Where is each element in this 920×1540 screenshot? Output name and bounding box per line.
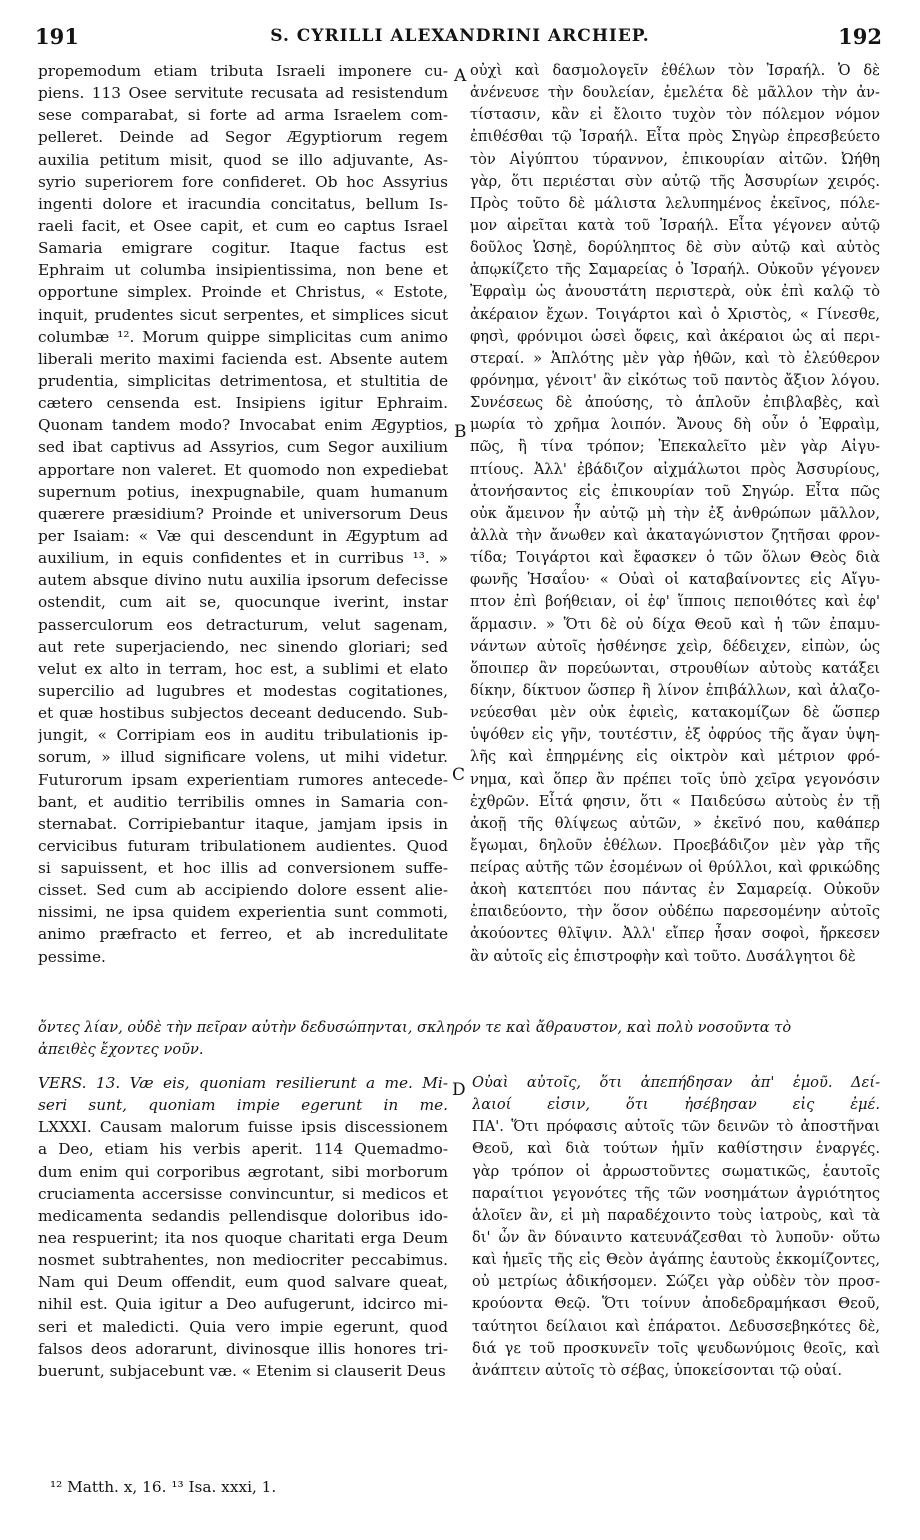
text-line: ἐπαιδεύοντο, τὴν ὅσον οὐδέπω παρεσομένην αὐτοῖς <box>470 903 880 921</box>
text-line: LXXXI. Causam malorum fuisse ipsis discessionem <box>38 1118 448 1137</box>
text-line: οὐκ ἄμεινον ἦν αὐτῷ μὴ τὴν ἐξ ἀνθρώπων μᾶλλον, <box>470 504 880 522</box>
text-line: sternabat. Corripiebantur itaque, jamjam ipsis in <box>38 814 448 833</box>
text-line: ἀνένευσε τὴν δουλείαν, ἐμελέτα δὲ μᾶλλον τὴν ἀν- <box>470 84 880 102</box>
text-line: Ephraim ut columba insipientissima, non bene et <box>38 261 448 280</box>
text-line: autem absque divino nutu auxilia ipsorum defecisse <box>38 571 448 590</box>
text-line: γὰρ τρόπον οἱ ἀρρωστοῦντες σωματικῶς, ἑαυτοῖς <box>472 1162 880 1180</box>
text-line: Quonam tandem modo? Invocabat enim Ægyptios, <box>38 416 448 435</box>
text-line: δοῦλος Ὡσηὲ, δορύληπτος δὲ σὺν αὐτῷ καὶ αὐτὸς <box>470 239 880 257</box>
text-line: propemodum etiam tributa Israeli imponere cu- <box>38 62 448 80</box>
text-line: et quæ hostibus subjectos deceant deducendo. Sub- <box>38 704 448 723</box>
latin-main-column <box>38 60 448 968</box>
text-line: μωρία τὸ χρῆμα λοιπόν. Ἄνους δὴ οὖν ὁ Ἐφραὶμ, <box>470 416 880 434</box>
text-line: cruciamenta accersisse convincuntur, si medicos et <box>38 1184 448 1203</box>
text-line: δι' ὧν ἂν δύναιντο κατευνάζεσθαι τὸ λυποῦν· οὕτω <box>472 1228 880 1246</box>
text-line: auxilium, in equis confidentes et in curribus ¹³. » <box>38 549 448 568</box>
text-line: λῆς καὶ ἐπηρμένης εἰς οἰκτρὸν καὶ μέτριον φρό- <box>470 748 880 766</box>
text-line: οὐ μετρίως ἀδικήσομεν. Σώζει γὰρ οὐδὲν τὸν προσ- <box>472 1273 880 1291</box>
text-line: ἀπειθὲς ἔχοντες νοῦν. <box>38 1041 204 1059</box>
text-line: inquit, prudentes sicut serpentes, et simplices sicut <box>38 305 448 324</box>
text-line: οὐχὶ καὶ δασμολογεῖν ἐθέλων τὸν Ἰσραήλ. Ὁ δὲ <box>470 62 880 79</box>
text-line: πείρας αὐτῆς τῶν ἐσομένων οἱ θρύλλοι, καὶ φρικώδης <box>470 859 880 877</box>
text-line: pelleret. Deinde ad Segor Ægyptiorum regem <box>38 128 448 147</box>
margin-letter-b: B <box>454 422 467 442</box>
text-line: buerunt, subjacebunt væ. « Etenim si clauserit Deus <box>38 1361 446 1380</box>
text-line: φησὶ, φρόνιμοι ὡσεὶ ὄφεις, καὶ ἀκέραιοι ὡς αἱ περι- <box>470 327 880 345</box>
text-line: ὄντες λίαν, οὐδὲ τὴν πεῖραν αὐτὴν δεδυσώπηνται, σκληρόν τε καὶ ἄθραυστον, καὶ πολὺ νοσοῦντα τὸ <box>38 1019 792 1036</box>
text-line: auxilia petitum misit, quod se illo adjuvante, As- <box>38 150 448 169</box>
text-line: prudentia, simplicitas detrimentosa, et stultitia de <box>38 371 448 390</box>
text-line: medicamenta sedandis pellendisque doloribus ido- <box>38 1206 448 1225</box>
text-line: ἐχθρῶν. Εἶτά φησιν, ὅτι « Παιδεύσω αὐτοὺς ἐν τῇ <box>470 792 880 810</box>
running-title: S. CYRILLI ALEXANDRINI ARCHIEP. <box>270 26 650 46</box>
text-line: jungit, « Corripiam eos in auditu tribulationis ip- <box>38 726 448 745</box>
text-line: seri et maledicti. Quia vero impie egerunt, quod <box>38 1317 448 1336</box>
text-line: nea respuerint; ita nos quoque charitati erga Deum <box>38 1228 448 1247</box>
text-line: ingenti dolore et iracundia concitatus, bellum Is- <box>38 194 448 213</box>
text-line: cisset. Sed cum ab accipiendo dolore essent alie- <box>38 881 448 900</box>
text-line: φρόνημα, γένοιτ' ἂν εἰκότως τοῦ παντὸς ἄξιον λόγου. <box>470 371 880 389</box>
text-line: νεύεσθαι μὲν οὐκ ἐφιεὶς, κατακομίζων δὲ ὥσπερ <box>470 704 880 722</box>
text-line: ἂν αὐτοῖς εἰς ἐπιστροφὴν καὶ τοῦτο. Δυσάλγητοι δὲ <box>470 947 856 965</box>
text-line: seri sunt, quoniam impie egerunt in me. <box>38 1096 448 1115</box>
text-line: πτίους. Ἀλλ' ἐβάδιζον αἰχμάλωτοι πρὸς Ἀσσυρίους, <box>470 460 880 478</box>
text-line: raeli facit, et Osee capit, et cum eo captus Israel <box>38 216 448 235</box>
page-header <box>0 24 920 54</box>
text-line: supercilio ad lugubres et modestas cogitationes, <box>38 681 448 700</box>
text-line: ἀκοῇ τῆς θλίψεως αὐτῶν, » ἐκεῖνό που, καθάπερ <box>470 814 880 832</box>
text-line: ἅρμασιν. » Ὅτι δὲ οὐ δίχα Θεοῦ καὶ ἡ τῶν ἐπαμυ- <box>470 615 880 633</box>
text-line: nissimi, ne ipsa quidem experientia sunt commoti, <box>38 903 448 922</box>
text-line: Συνέσεως δὲ ἀπούσης, τὸ ἁπλοῦν ἐπιβλαβὲς, καὶ <box>470 394 880 412</box>
text-line: κρούοντα Θεῷ. Ὅτι τοίνυν ἀποδεδραμήκασι Θεοῦ, <box>472 1295 880 1313</box>
text-line: falsos deos adorarunt, divinosque illis honores tri- <box>38 1339 448 1358</box>
text-line: si sapuissent, et hoc illis ad conversionem suffe- <box>38 859 448 878</box>
text-line: ἀκέραιον ἔχων. Τοιγάρτοι καὶ ὁ Χριστὸς, « Γίνεσθε, <box>470 305 880 323</box>
text-line: Futurorum ipsam experientiam rumores antecede- <box>38 770 448 789</box>
text-line: quærere præsidium? Proinde et universorum Deus <box>38 504 448 523</box>
text-line: pessime. <box>38 947 106 966</box>
text-line: animo præfracto et ferreo, et ab incredulitate <box>38 925 448 944</box>
text-line: πτον ἐπὶ βοήθειαν, οἱ ἐφ' ἵπποις πεποιθότες καὶ ἐφ' <box>470 593 880 611</box>
text-line: opportune simplex. Proinde et Christus, « Estote, <box>38 283 448 302</box>
footnotes: ¹² Matth. x, 16. ¹³ Isa. xxxi, 1. <box>50 1478 277 1496</box>
text-line: ἀνάπτειν αὐτοῖς τὸ σέβας, ὑποκείσονται τῷ οὐαί. <box>472 1361 842 1379</box>
page-number-left: 191 <box>35 24 79 49</box>
text-line: ὑψόθεν εἰς γῆν, τουτέστιν, ἐξ ὀφρύος τῆς ἄγαν ὑψη- <box>470 726 880 744</box>
text-line: δίκην, δίκτυον ὥσπερ ἢ λίνον ἐπιβάλλων, καὶ ἀλαζο- <box>470 681 880 699</box>
greek-main-column <box>470 60 880 968</box>
text-line: ἀλλὰ τὴν ἄνωθεν καὶ ἀκαταγώνιστον ζητῆσαι φρον- <box>470 526 880 544</box>
greek-continuation <box>38 1017 878 1061</box>
text-line: λαιοί εἰσιν, ὅτι ἠσέβησαν εἰς ἐμέ. <box>472 1096 880 1114</box>
text-line: nosmet subtrahentes, non mediocriter peccabimus. <box>38 1251 448 1270</box>
text-line: ἀκοὴ κατεπτόει που πάντας ἐν Σαμαρείᾳ. Οὐκοῦν <box>470 881 880 899</box>
text-line: columbæ ¹². Morum quippe simplicitas cum animo <box>38 327 448 346</box>
text-line: παραίτιοι γεγονότες τῆς τῶν νοσημάτων ἀγριότητος <box>472 1184 880 1202</box>
text-line: Ἐφραὶμ ὡς ἀνουστάτη περιστερὰ, οὐκ ἐπὶ καλῷ τὸ <box>470 283 880 301</box>
text-line: apportare non valeret. Et quomodo non expediebat <box>38 460 448 479</box>
text-line: ἀτονήσαντος εἰς ἐπικουρίαν τοῦ Σηγώρ. Εἶτα πῶς <box>470 482 880 500</box>
text-line: Οὐαὶ αὐτοῖς, ὅτι ἀπεπήδησαν ἀπ' ἐμοῦ. Δεί- <box>472 1074 880 1091</box>
text-line: sese comparabat, si forte ad arma Israelem com- <box>38 106 448 125</box>
text-line: ὅποιπερ ἂν πορεύωνται, στρουθίων αὐτοὺς κατάξει <box>470 659 880 677</box>
text-line: φωνῆς Ἡσαΐου· « Οὐαὶ οἱ καταβαίνοντες εἰς Αἴγυ- <box>470 571 880 589</box>
text-line: Θεοῦ, καὶ διὰ τούτων ἡμῖν καθίστησιν ἐναργές. <box>472 1140 880 1158</box>
text-line: velut ex alto in terram, hoc est, a sublimi et elato <box>38 659 448 678</box>
latin-lower-column <box>38 1072 448 1382</box>
text-line: bant, et auditio terribilis omnes in Samaria con- <box>38 792 448 811</box>
text-line: a Deo, etiam his verbis aperit. 114 Quemadmo- <box>38 1140 448 1159</box>
greek-lower-column <box>472 1072 880 1382</box>
text-line: piens. 113 Osee servitute recusata ad resistendum <box>38 84 448 103</box>
text-line: syrio superiorem fore confideret. Ob hoc Assyrius <box>38 172 448 191</box>
text-line: στεραί. » Ἁπλότης μὲν γὰρ ἠθῶν, καὶ τὸ ἐλεύθερον <box>470 349 880 367</box>
text-line: διά γε τοῦ προσκυνεῖν τοῖς ψευδωνύμοις θεοῖς, καὶ <box>472 1339 880 1357</box>
text-line: passerculorum eos detracturum, velut sagenam, <box>38 615 448 634</box>
text-line: liberali merito maximi facienda est. Absente autem <box>38 349 448 368</box>
text-line: μον αἱρεῖται κατὰ τοῦ Ἰσραήλ. Εἶτα γέγονεν αὐτῷ <box>470 216 880 234</box>
text-line: καὶ ἡμεῖς τῆς εἰς Θεὸν ἀγάπης ἑαυτοὺς ἐκκομίζοντες, <box>472 1251 880 1269</box>
text-line: τίστασιν, κἂν εἰ ἔλοιτο τυχὸν τὸν πόλεμον νόμον <box>470 106 880 124</box>
text-line: γὰρ, ὅτι περιέσται σὺν αὐτῷ τῆς Ἀσσυρίων χειρός. <box>470 172 880 190</box>
text-line: dum enim qui corporibus ægrotant, sibi morborum <box>38 1162 448 1181</box>
text-line: ΠΑ'. Ὅτι πρόφασις αὐτοῖς τῶν δεινῶν τὸ ἀποστῆναι <box>472 1118 880 1136</box>
text-line: ἀκούοντες θλῖψιν. Ἀλλ' εἴπερ ἦσαν σοφοὶ, ἤρκεσεν <box>470 925 880 943</box>
text-line: nihil est. Quia igitur a Deo aufugerunt, idcirco mi- <box>38 1295 448 1314</box>
text-line: per Isaiam: « Væ qui descendunt in Ægyptum ad <box>38 526 448 545</box>
text-line: VERS. 13. Væ eis, quoniam resilierunt a me. Mi- <box>38 1074 448 1092</box>
text-line: Nam qui Deum offendit, eum quod salvare queat, <box>38 1273 448 1292</box>
text-line: ἀπῳκίζετο τῆς Σαμαρείας ὁ Ἰσραήλ. Οὐκοῦν γέγονεν <box>470 261 880 279</box>
text-line: ταύτητοι δείλαιοι καὶ ἐπάρατοι. Δεδυσσεβηκότες δὲ, <box>472 1317 880 1335</box>
text-line: πῶς, ἢ τίνα τρόπον; Ἐπεκαλεῖτο μὲν γὰρ Αἰγυ- <box>470 438 880 456</box>
text-line: ἐπιθέσθαι τῷ Ἰσραήλ. Εἶτα πρὸς Σηγὼρ ἐπρεσβεύετο <box>470 128 880 146</box>
text-line: Πρὸς τοῦτο δὲ μάλιστα λελυπημένος ἐκεῖνος, πόλε- <box>470 194 880 212</box>
text-line: aut rete superjaciendo, nec sinendo gloriari; sed <box>38 637 448 656</box>
margin-letter-a: A <box>454 66 467 86</box>
text-line: ostendit, cum ait se, quocunque iverint, instar <box>38 593 448 612</box>
text-line: τίδα; Τοιγάρτοι καὶ ἔφασκεν ὁ τῶν ὅλων Θεὸς διὰ <box>470 549 880 567</box>
text-line: ἔγωμαι, δηλοῦν ἐθέλων. Προεβάδιζον μὲν γὰρ τῆς <box>470 836 880 854</box>
text-line: τὸν Αἰγύπτου τύραννον, ἐπικουρίαν αἰτῶν. Ὠήθη <box>470 150 880 168</box>
text-line: ἁλοῖεν ἂν, εἰ μὴ παραδέχοιντο τοὺς ἰατροὺς, καὶ τὰ <box>472 1206 880 1224</box>
text-line: νάντων αὐτοῖς ἠσθένησε χεὶρ, δέδειχεν, εἰπὼν, ὡς <box>470 637 880 655</box>
text-line: cætero censenda est. Insipiens igitur Ephraim. <box>38 394 448 413</box>
margin-letter-d: D <box>452 1080 466 1100</box>
page-number-right: 192 <box>838 24 882 49</box>
margin-letter-c: C <box>452 765 466 785</box>
text-line: cervicibus futuram tribulationem audientes. Quod <box>38 836 448 855</box>
text-line: sorum, » illud significare volens, ut mihi videtur. <box>38 748 448 767</box>
text-line: νημα, καὶ ὅπερ ἂν πρέπει τοῖς ὑπὸ χεῖρα γεγονόσιν <box>470 770 880 788</box>
text-line: supernum potius, inexpugnabile, quam humanum <box>38 482 448 501</box>
text-line: Samaria emigrare cogitur. Itaque factus est <box>38 239 448 258</box>
text-line: sed ibat captivus ad Assyrios, cum Segor auxilium <box>38 438 448 457</box>
